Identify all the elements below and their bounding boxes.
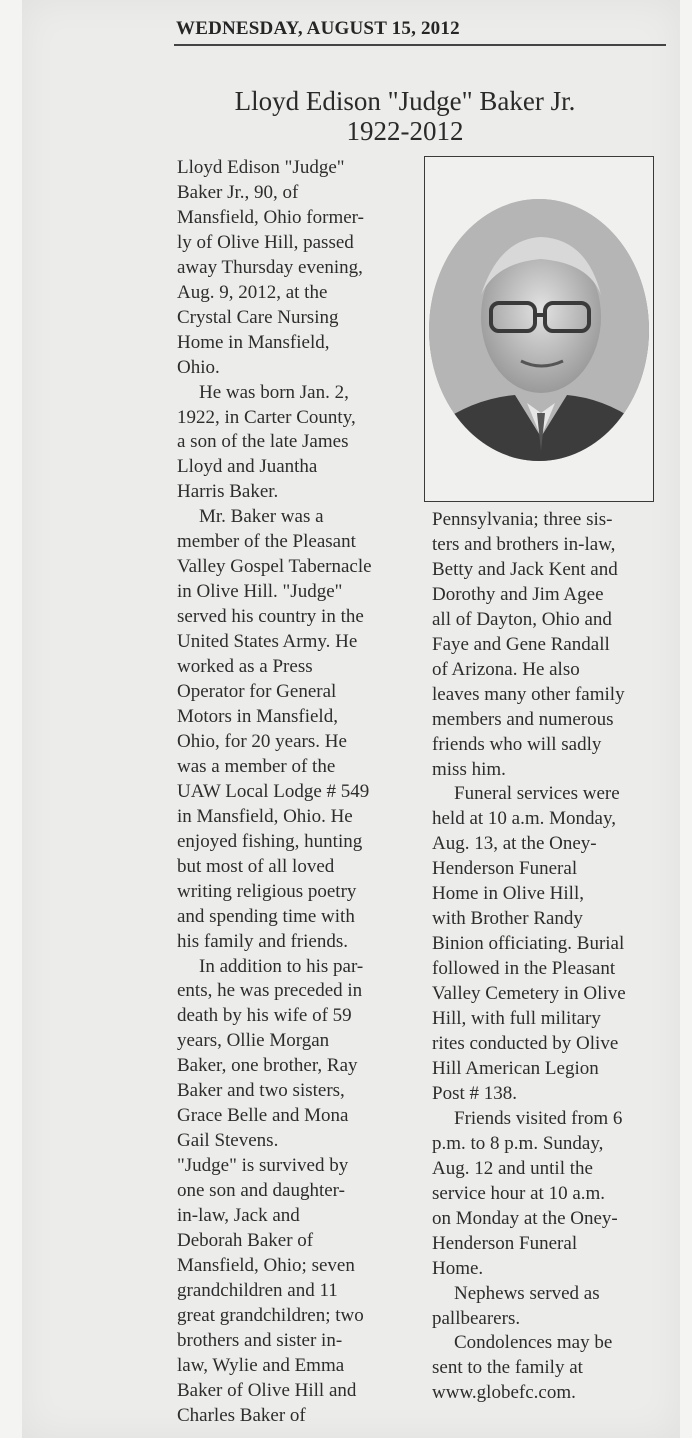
paragraph (177, 1154, 409, 1428)
text-line: rites conducted by Olive (432, 1033, 619, 1055)
text-line: Nephews served as (454, 1282, 600, 1304)
paragraph (177, 381, 409, 506)
paragraph (432, 1107, 662, 1282)
text-line: on Monday at the Oney- (432, 1207, 618, 1229)
text-line: Ohio, for 20 years. He (177, 730, 347, 752)
header-rule (174, 44, 666, 46)
text-line: Home. (432, 1257, 484, 1279)
text-line: friends who will sadly (432, 733, 602, 755)
text-line: Faye and Gene Randall (432, 633, 610, 655)
text-line: one son and daughter- (177, 1180, 345, 1202)
text-line: ters and brothers in-law, (432, 533, 616, 555)
text-line: and spending time with (177, 905, 355, 927)
text-line: ents, he was preceded in (177, 980, 363, 1002)
text-line: United States Army. He (177, 631, 358, 653)
text-line: Home in Olive Hill, (432, 883, 584, 905)
text-line: enjoyed fishing, hunting (177, 830, 363, 852)
text-line: in Mansfield, Ohio. He (177, 805, 353, 827)
text-line: in-law, Jack and (177, 1205, 300, 1227)
text-line: was a member of the (177, 755, 336, 777)
text-line: Home in Mansfield, (177, 331, 330, 353)
text-line: of Arizona. He also (432, 658, 580, 680)
title-years: 1922-2012 (346, 116, 464, 146)
text-line: Henderson Funeral (432, 1232, 578, 1254)
text-line: Dorothy and Jim Agee (432, 583, 604, 605)
text-line: miss him. (432, 758, 506, 780)
text-line: In addition to his par- (199, 955, 364, 977)
text-line: Baker and two sisters, (177, 1080, 345, 1102)
text-line: away Thursday evening, (177, 256, 363, 278)
obituary-column-1 (177, 156, 409, 1429)
text-line: "Judge" is survived by (177, 1155, 349, 1177)
text-line: ly of Olive Hill, passed (177, 231, 354, 253)
text-line: brothers and sister in- (177, 1329, 343, 1351)
text-line: followed in the Pleasant (432, 958, 616, 980)
paragraph (177, 156, 409, 381)
text-line: held at 10 a.m. Monday, (432, 808, 616, 830)
text-line: all of Dayton, Ohio and (432, 608, 612, 630)
text-line: sent to the family at (432, 1357, 583, 1379)
portrait-icon (429, 199, 649, 461)
text-line: Baker Jr., 90, of (177, 181, 299, 203)
text-line: Funeral services were (454, 783, 620, 805)
text-line: Friends visited from 6 (454, 1107, 623, 1129)
text-line: Post # 138. (432, 1082, 517, 1104)
obituary-column-2 (432, 508, 662, 1406)
text-line: pallbearers. (432, 1307, 521, 1329)
paragraph (432, 508, 662, 782)
text-line: Gail Stevens. (177, 1130, 279, 1152)
text-line: Operator for General (177, 681, 337, 703)
text-line: a son of the late James (177, 431, 349, 453)
text-line: Aug. 13, at the Oney- (432, 833, 597, 855)
obituary-title (170, 86, 640, 146)
text-line: Valley Cemetery in Olive (432, 983, 626, 1005)
text-line: writing religious poetry (177, 880, 357, 902)
text-line: Charles Baker of (177, 1404, 306, 1426)
text-line: Grace Belle and Mona (177, 1105, 349, 1127)
text-line: worked as a Press (177, 656, 313, 678)
text-line: UAW Local Lodge # 549 (177, 780, 370, 802)
text-line: in Olive Hill. "Judge" (177, 581, 343, 603)
text-line: his family and friends. (177, 930, 348, 952)
text-line: Mansfield, Ohio; seven (177, 1254, 355, 1276)
text-line: www.globefc.com. (432, 1382, 576, 1404)
text-line: with Brother Randy (432, 908, 583, 930)
text-line: Mansfield, Ohio former- (177, 206, 364, 228)
text-line: years, Ollie Morgan (177, 1030, 330, 1052)
dateline: WEDNESDAY, AUGUST 15, 2012 (176, 18, 460, 39)
text-line: service hour at 10 a.m. (432, 1182, 606, 1204)
text-line: Hill American Legion (432, 1057, 599, 1079)
title-name: Lloyd Edison "Judge" Baker Jr. (234, 86, 576, 116)
text-line: grandchildren and 11 (177, 1279, 338, 1301)
text-line: p.m. to 8 p.m. Sunday, (432, 1132, 604, 1154)
text-line: Baker, one brother, Ray (177, 1055, 358, 1077)
paragraph (177, 955, 409, 1155)
text-line: Ohio. (177, 356, 220, 378)
text-line: Crystal Care Nursing (177, 306, 339, 328)
text-line: Hill, with full military (432, 1008, 601, 1030)
text-line: Aug. 9, 2012, at the (177, 281, 328, 303)
text-line: served his country in the (177, 606, 364, 628)
text-line: Henderson Funeral (432, 858, 578, 880)
text-line: Lloyd and Juantha (177, 456, 318, 478)
text-line: Baker of Olive Hill and (177, 1379, 357, 1401)
paragraph (432, 1282, 662, 1332)
text-line: leaves many other family (432, 683, 625, 705)
text-line: Pennsylvania; three sis- (432, 509, 613, 530)
paragraph (432, 782, 662, 1106)
text-line: Betty and Jack Kent and (432, 558, 618, 580)
portrait-photo-frame (424, 156, 654, 502)
text-line: 1922, in Carter County, (177, 406, 356, 428)
text-line: Motors in Mansfield, (177, 705, 338, 727)
text-line: Aug. 12 and until the (432, 1157, 593, 1179)
text-line: Condolences may be (454, 1332, 613, 1354)
text-line: Binion officiating. Burial (432, 933, 625, 955)
text-line: Valley Gospel Tabernacle (177, 556, 372, 578)
paragraph (432, 1331, 662, 1406)
text-line: great grandchildren; two (177, 1304, 364, 1326)
text-line: but most of all loved (177, 855, 335, 877)
text-line: law, Wylie and Emma (177, 1354, 345, 1376)
text-line: Deborah Baker of (177, 1229, 314, 1251)
text-line: Harris Baker. (177, 481, 279, 503)
bleed-through-artifact (420, 1232, 431, 1275)
paragraph (177, 505, 409, 954)
text-line: He was born Jan. 2, (199, 381, 349, 403)
text-line: Lloyd Edison "Judge" (177, 157, 345, 178)
portrait-photo (429, 199, 649, 461)
text-line: member of the Pleasant (177, 531, 356, 553)
text-line: Mr. Baker was a (199, 506, 324, 528)
text-line: death by his wife of 59 (177, 1005, 352, 1027)
text-line: members and numerous (432, 708, 614, 730)
